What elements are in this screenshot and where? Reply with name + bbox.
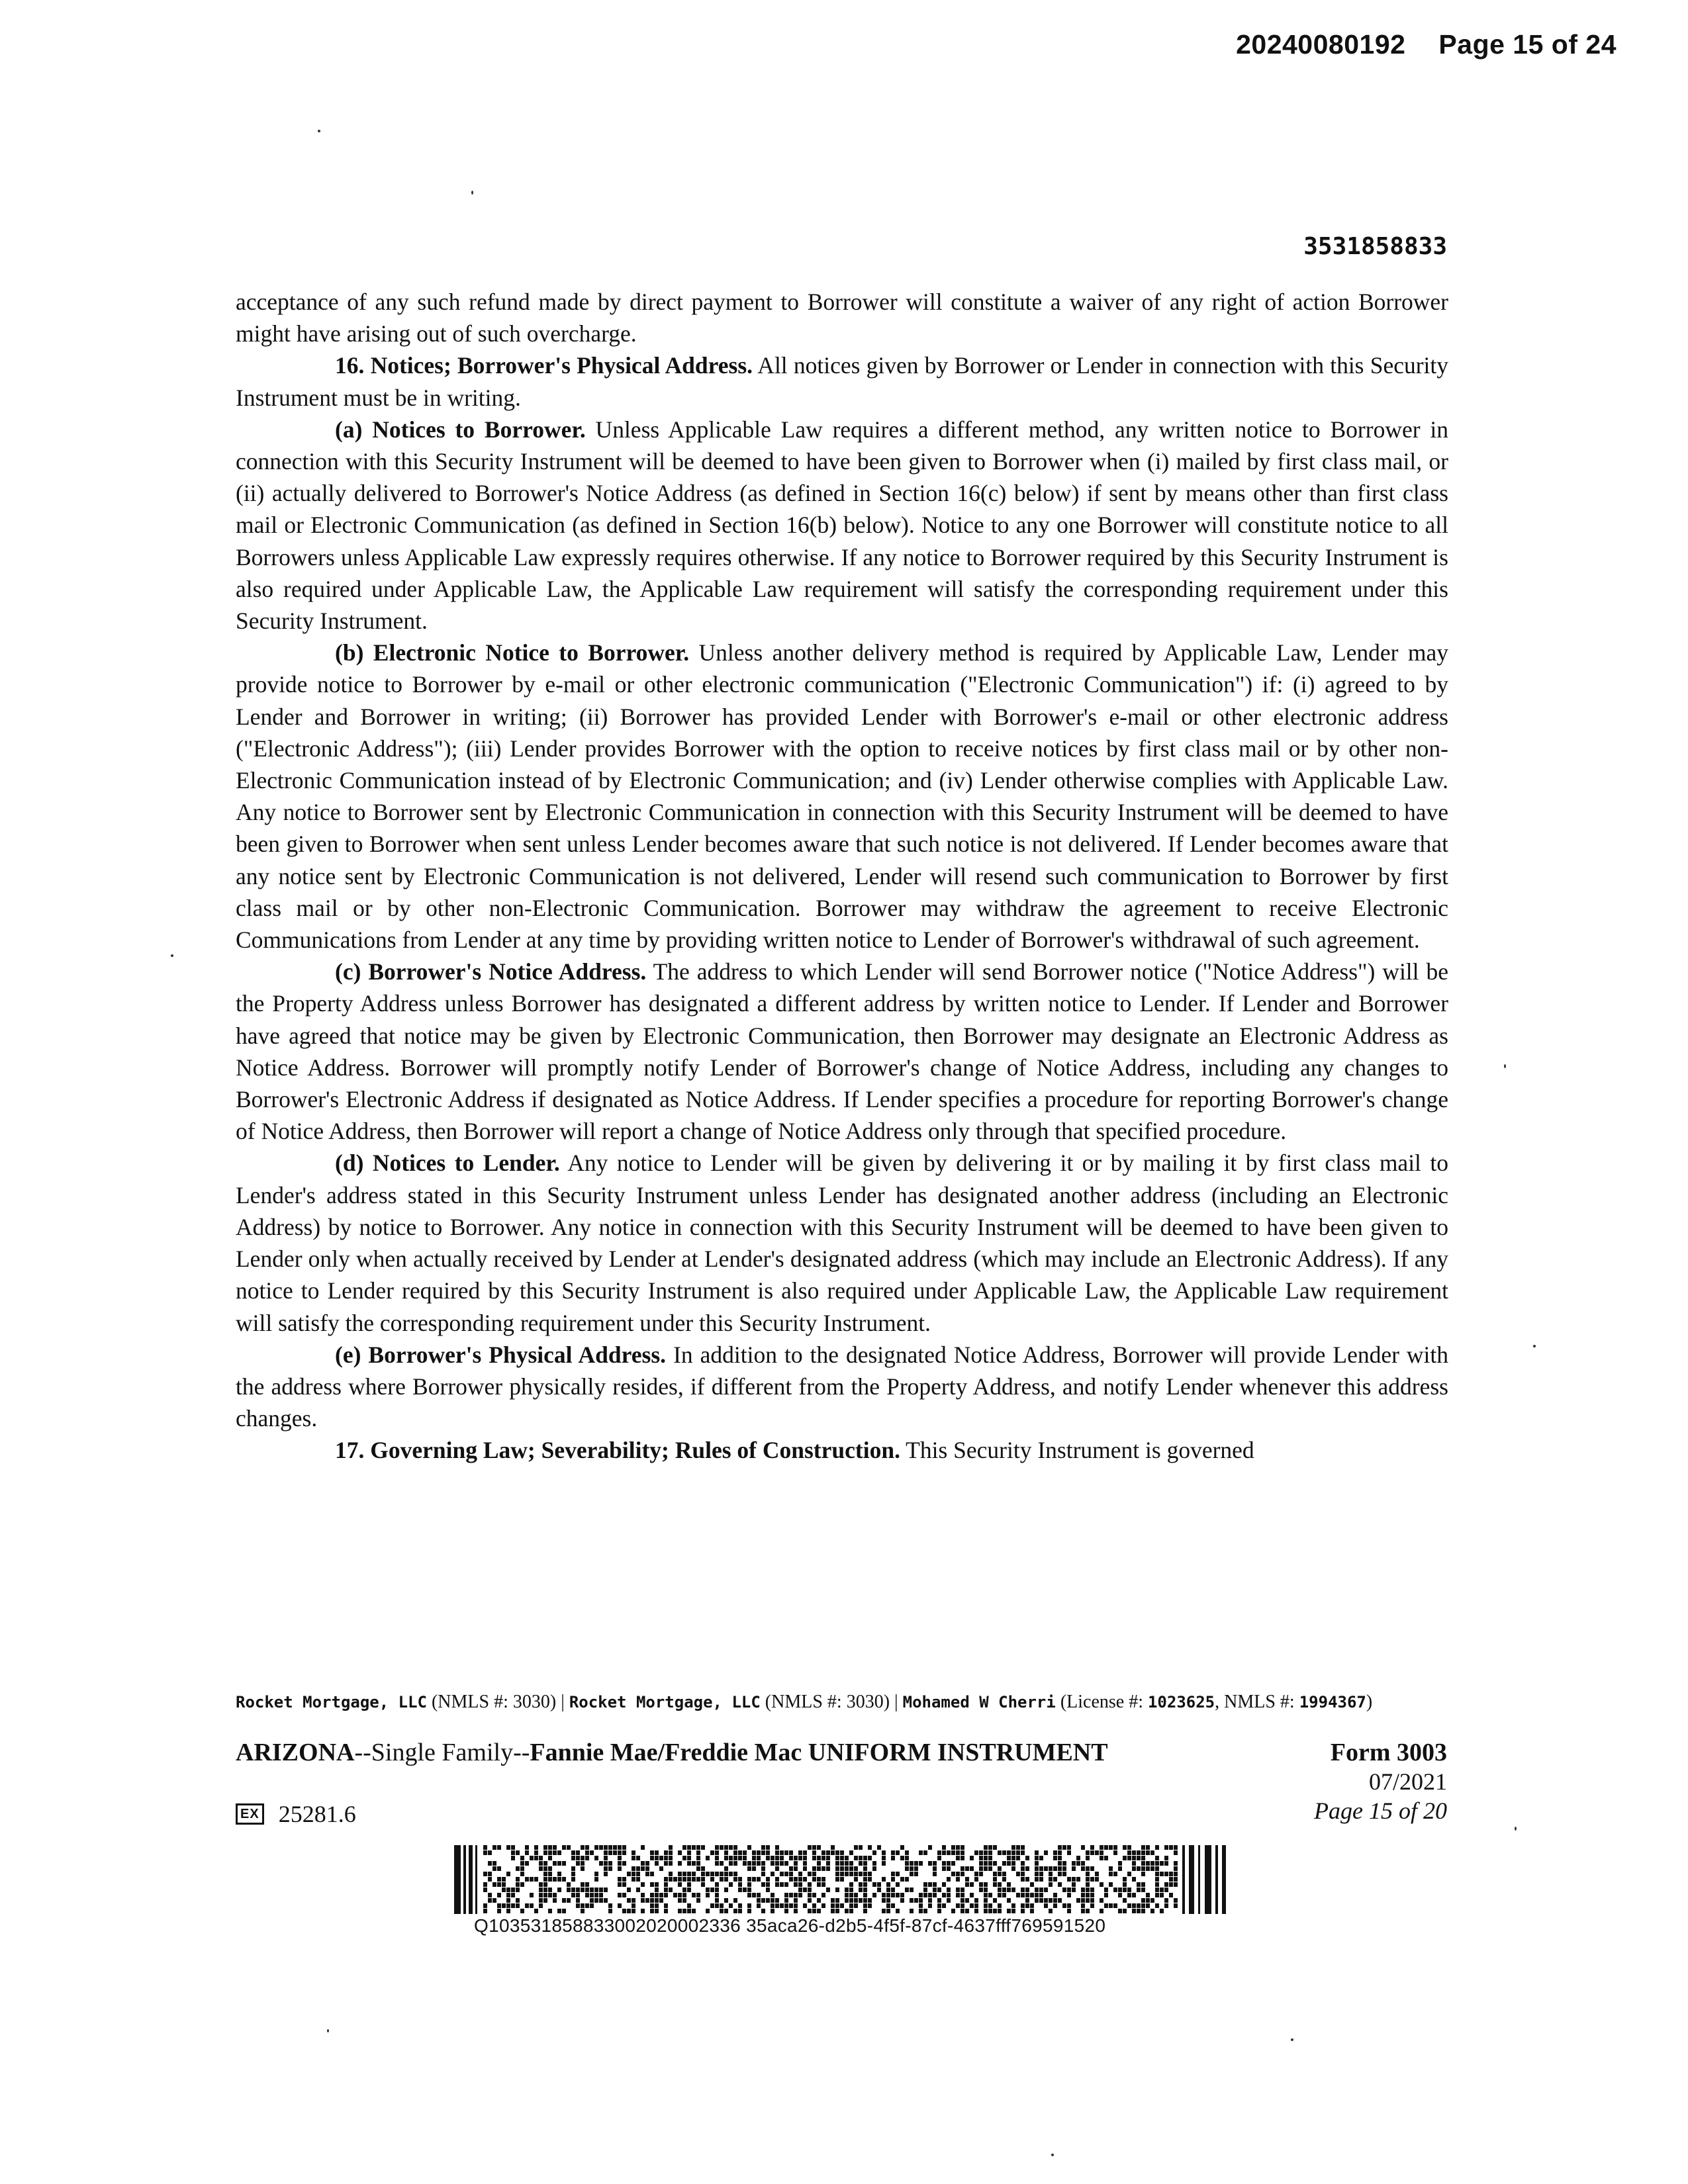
section-16a-heading: (a) Notices to Borrower. bbox=[335, 416, 586, 443]
document-body bbox=[236, 286, 1448, 1467]
section-16b bbox=[236, 637, 1448, 956]
lender-nmls-1: (NMLS #: 3030) | bbox=[426, 1692, 569, 1712]
scan-speck bbox=[471, 191, 473, 195]
section-17-heading: 17. Governing Law; Severability; Rules of Construction. bbox=[335, 1437, 900, 1464]
section-16d-heading: (d) Notices to Lender. bbox=[335, 1150, 560, 1177]
section-17-text: This Security Instrument is governed bbox=[900, 1437, 1254, 1464]
scan-speck bbox=[171, 954, 173, 957]
scan-speck bbox=[327, 2029, 329, 2032]
form-name: Fannie Mae/Freddie Mac UNIFORM INSTRUMENT bbox=[530, 1739, 1108, 1766]
form-date: 07/2021 bbox=[1368, 1768, 1447, 1795]
lender-identification bbox=[236, 1690, 1448, 1714]
form-page-number: Page 15 of 20 bbox=[1314, 1797, 1447, 1824]
form-number: Form 3003 bbox=[1330, 1739, 1447, 1766]
scan-speck bbox=[1533, 1345, 1536, 1347]
scan-speck bbox=[1291, 2038, 1293, 2041]
document-code-number: 25281.6 bbox=[278, 1801, 356, 1827]
originator-nmls-label: , NMLS #: bbox=[1215, 1692, 1299, 1712]
originator-nmls-number: 1994367 bbox=[1299, 1693, 1366, 1711]
section-16d-text: Any notice to Lender will be given by delivering it or by mailing it by first class mail to Lender's address stated in this Security Instrument unless Lender has designated another address (including an Electronic Address) by notice to Borrower. Any notice in connection with this Security Instrument will be deemed to have been given to Lender only when actually received by Lender at Lender's designated address (which may include an Electronic Address). If any notice to Lender required by this Security Instrument is also required under Applicable Law, the Applicable Law requirement will satisfy the corresponding requirement under this Security Instrument. bbox=[236, 1150, 1448, 1336]
section-16e bbox=[236, 1339, 1448, 1435]
section-16d bbox=[236, 1147, 1448, 1338]
section-16a bbox=[236, 414, 1448, 637]
recording-number: 20240080192 bbox=[1236, 29, 1406, 60]
form-title bbox=[236, 1738, 1108, 1767]
section-16c-text: The address to which Lender will send Borrower notice ("Notice Address") will be the Property Address unless Borrower has designated a different address by written notice to Lender. If Lender and Borrower have agreed that notice may be given by Electronic Communication, then Borrower may designate an Electronic Address as Notice Address. Borrower will promptly notify Lender of Borrower's change of Notice Address, including any changes to Borrower's Electronic Address if designated as Notice Address. If Lender specifies a procedure for reporting Borrower's change of Notice Address, then Borrower will report a change of Notice Address only through that specified procedure. bbox=[236, 958, 1448, 1145]
loan-originator-name: Mohamed W Cherri bbox=[902, 1693, 1056, 1711]
barcode-text: Q103531858833002020002336 35aca26-d2b5-4f5f-87cf-4637fff769591520 bbox=[474, 1915, 1106, 1936]
section-16c-heading: (c) Borrower's Notice Address. bbox=[335, 958, 647, 985]
document-barcode bbox=[454, 1845, 1229, 1914]
ellie-mae-icon: EX bbox=[236, 1803, 264, 1825]
lender-nmls-2: (NMLS #: 3030) | bbox=[760, 1692, 903, 1712]
section-16e-heading: (e) Borrower's Physical Address. bbox=[335, 1341, 667, 1368]
document-code bbox=[236, 1800, 356, 1828]
scan-speck bbox=[1051, 2154, 1054, 2156]
section-16c bbox=[236, 956, 1448, 1147]
paragraph-continuation: acceptance of any such refund made by direct payment to Borrower will constitute a waiver of any right of action Borrower might have arising out of such overcharge. bbox=[236, 289, 1448, 347]
loan-number: 3531858833 bbox=[1303, 233, 1447, 260]
form-state: ARIZONA bbox=[236, 1739, 355, 1766]
section-16-heading: 16. Notices; Borrower's Physical Address. bbox=[335, 352, 753, 379]
scan-speck bbox=[318, 130, 320, 132]
license-number: 1023625 bbox=[1147, 1693, 1215, 1711]
scan-speck bbox=[1515, 1827, 1517, 1831]
section-16b-heading: (b) Electronic Notice to Borrower. bbox=[335, 639, 690, 666]
license-label: (License #: bbox=[1055, 1692, 1148, 1712]
section-16a-text: Unless Applicable Law requires a different method, any written notice to Borrower in connection with this Security Instrument will be deemed to have been given to Borrower when (i) mailed by first class mail, or (ii) actually delivered to Borrower's Notice Address (as defined in Section 16(c) below) if sent by means other than first class mail or Electronic Communication (as defined in Section 16(b) below). Notice to any one Borrower will constitute notice to all Borrowers unless Applicable Law expressly requires otherwise. If any notice to Borrower required by this Security Instrument is also required under Applicable Law, the Applicable Law requirement will satisfy the corresponding requirement under this Security Instrument. bbox=[236, 416, 1448, 635]
section-16b-text: Unless another delivery method is required by Applicable Law, Lender may provide notice to Borrower by e-mail or other electronic communication ("Electronic Communication") if: (i) agreed to by Lender and Borrower in writing; (ii) Borrower has provided Lender with Borrower's e-mail or other electronic address ("Electronic Address"); (iii) Lender provides Borrower with the option to receive notices by first class mail or by other non-Electronic Communication instead of by Electronic Communication; and (iv) Lender otherwise complies with Applicable Law. Any notice to Borrower sent by Electronic Communication in connection with this Security Instrument will be deemed to have been given to Borrower when sent unless Lender becomes aware that such notice is not delivered. If Lender becomes aware that any notice sent by Electronic Communication is not delivered, Lender will resend such communication to Borrower by first class mail or by other non-Electronic Communication. Borrower may withdraw the agreement to receive Electronic Communications from Lender at any time by providing written notice to Lender of Borrower's withdrawal of such agreement. bbox=[236, 639, 1449, 954]
scan-speck bbox=[1504, 1064, 1506, 1068]
section-17 bbox=[236, 1434, 1448, 1466]
lender-name-1: Rocket Mortgage, LLC bbox=[236, 1693, 427, 1711]
section-16e-text: In addition to the designated Notice Address, Borrower will provide Lender with the address where Borrower physically resides, if different from the Property Address, and notify Lender whenever this address changes. bbox=[236, 1341, 1449, 1432]
section-16-text: All notices given by Borrower or Lender in connection with this Security Instrument must be in writing. bbox=[236, 352, 1449, 411]
form-meta bbox=[1314, 1738, 1447, 1825]
lender-name-2: Rocket Mortgage, LLC bbox=[569, 1693, 761, 1711]
form-type: --Single Family-- bbox=[354, 1739, 530, 1766]
recording-page-label: Page 15 of 24 bbox=[1438, 29, 1617, 60]
recording-header bbox=[1236, 29, 1617, 60]
closing-paren: ) bbox=[1366, 1692, 1373, 1712]
section-16 bbox=[236, 349, 1448, 413]
